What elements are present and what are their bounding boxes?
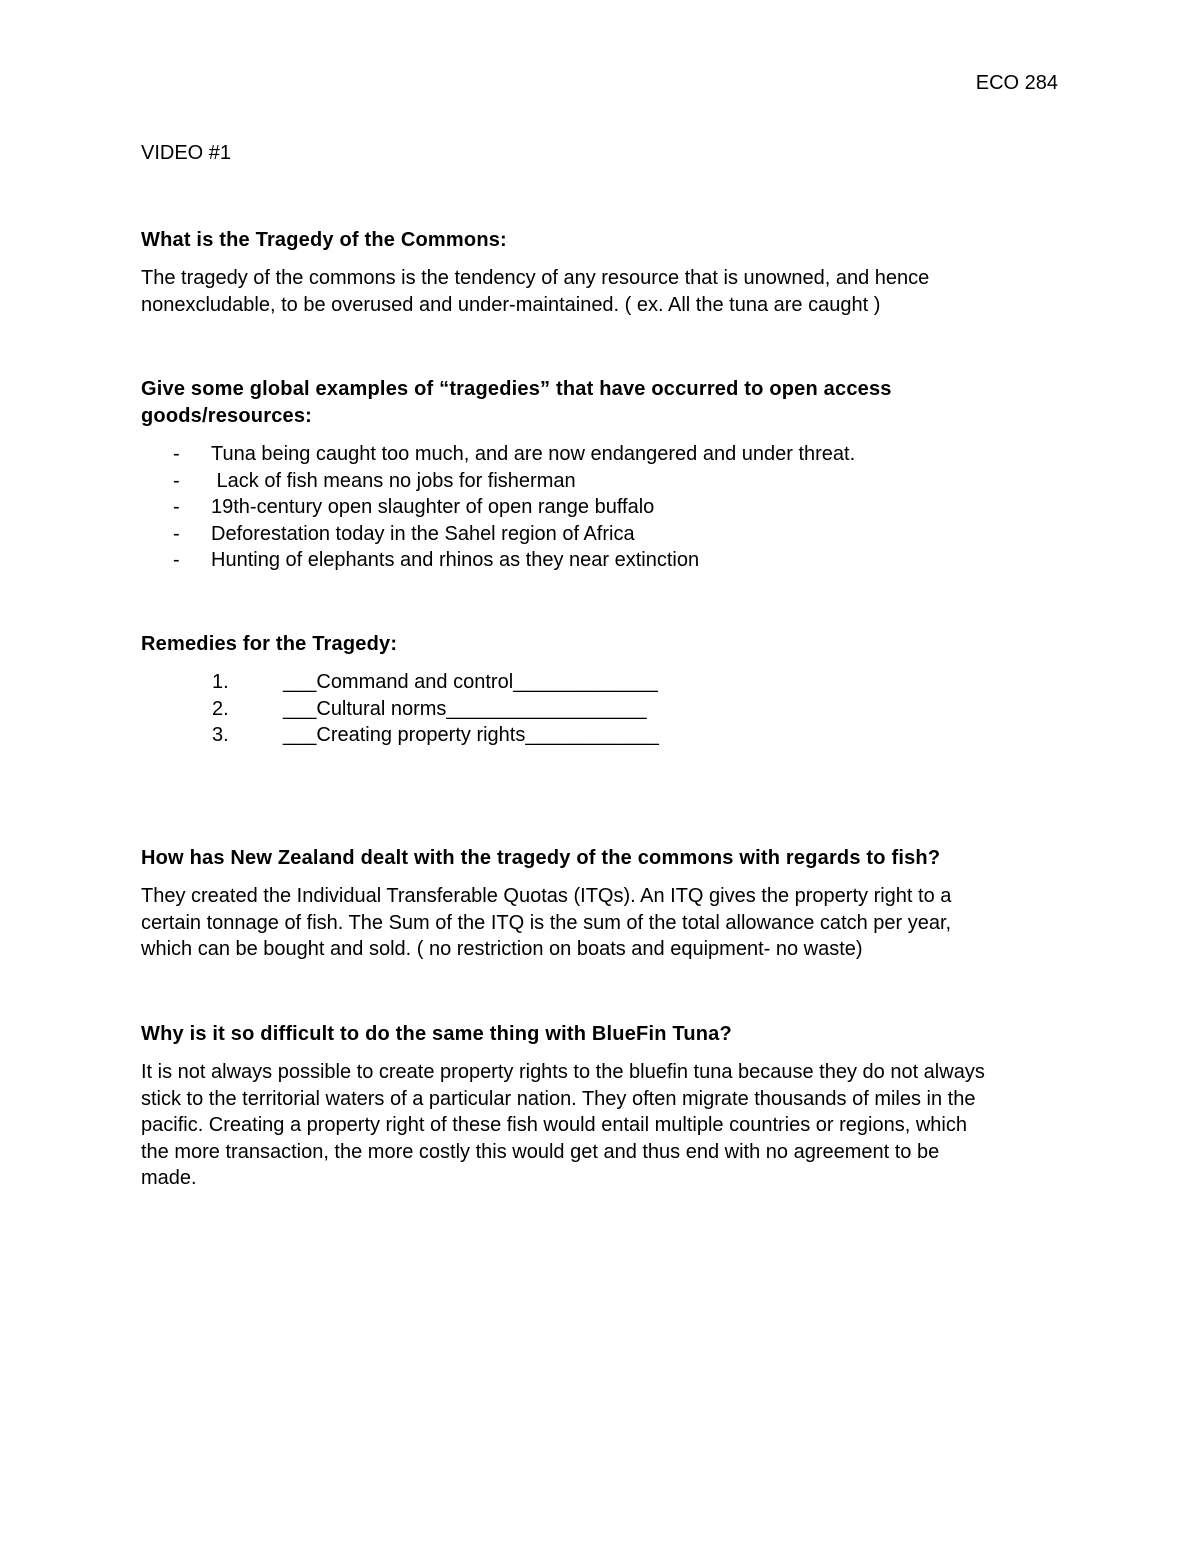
answer-line: pacific. Creating a property right of these fish would entail multiple countries or regions, which <box>141 1114 967 1136</box>
remedy-text: ___Creating property rights____________ <box>283 724 659 746</box>
remedy-item <box>141 669 1061 696</box>
list-item <box>141 494 1061 521</box>
remedy-number: 2. <box>212 697 229 720</box>
answer-line: The tragedy of the commons is the tendency of any resource that is unowned, and hence <box>141 267 930 289</box>
question-line: goods/resources: <box>141 404 313 427</box>
document-body <box>141 140 1061 1192</box>
question-line: Give some global examples of “tragedies” that have occurred to open access <box>141 378 892 400</box>
remedy-number: 3. <box>212 724 229 746</box>
list-item <box>141 521 1061 548</box>
bullet-dash: - <box>173 496 180 518</box>
answer-line: certain tonnage of fish. The Sum of the ITQ is the sum of the total allowance catch per year, <box>141 911 952 934</box>
remedies-list <box>141 669 1061 749</box>
question-new-zealand: How has New Zealand dealt with the tragedy of the commons with regards to fish? <box>141 846 941 869</box>
bullet-dash: - <box>173 443 180 465</box>
list-item-text: Deforestation today in the Sahel region of Africa <box>211 522 635 545</box>
answer-line: which can be bought and sold. ( no restriction on boats and equipment- no waste) <box>141 938 863 960</box>
list-item <box>141 547 1061 574</box>
remedy-text: ___Command and control_____________ <box>283 671 658 693</box>
list-item-text: Lack of fish means no jobs for fisherman <box>211 469 576 492</box>
list-item <box>141 441 1061 468</box>
answer-line: stick to the territorial waters of a particular nation. They often migrate thousands of miles in the <box>141 1087 976 1110</box>
bullet-dash: - <box>173 469 180 492</box>
list-item <box>141 468 1061 495</box>
list-item-text: Hunting of elephants and rhinos as they near extinction <box>211 549 700 571</box>
bullet-dash: - <box>173 549 180 571</box>
remedy-number: 1. <box>212 671 229 693</box>
question-tragedy-definition: What is the Tragedy of the Commons: <box>141 228 507 251</box>
bullet-dash: - <box>173 522 180 545</box>
remedy-item <box>141 696 1061 723</box>
course-code: ECO 284 <box>975 72 1058 94</box>
question-global-examples <box>141 376 1061 429</box>
list-item-text: Tuna being caught too much, and are now endangered and under threat. <box>211 443 856 465</box>
video-label: VIDEO #1 <box>141 142 232 164</box>
list-item-text: 19th-century open slaughter of open range buffalo <box>211 496 655 518</box>
answer-line: It is not always possible to create property rights to the bluefin tuna because they do not always <box>141 1061 985 1083</box>
examples-list <box>141 441 1061 574</box>
answer-line: nonexcludable, to be overused and under-maintained. ( ex. All the tuna are caught ) <box>141 293 881 316</box>
question-remedies: Remedies for the Tragedy: <box>141 632 398 655</box>
answer-line: made. <box>141 1167 197 1189</box>
answer-line: They created the Individual Transferable Quotas (ITQs). An ITQ gives the property right to a <box>141 885 952 907</box>
remedy-item <box>141 722 1061 749</box>
answer-new-zealand <box>141 883 1061 963</box>
answer-line: the more transaction, the more costly this would get and thus end with no agreement to be <box>141 1140 940 1163</box>
answer-bluefin <box>141 1059 1061 1192</box>
remedy-text: ___Cultural norms__________________ <box>283 697 647 720</box>
question-bluefin: Why is it so difficult to do the same thing with BlueFin Tuna? <box>141 1022 732 1045</box>
answer-tragedy-definition <box>141 265 1061 318</box>
